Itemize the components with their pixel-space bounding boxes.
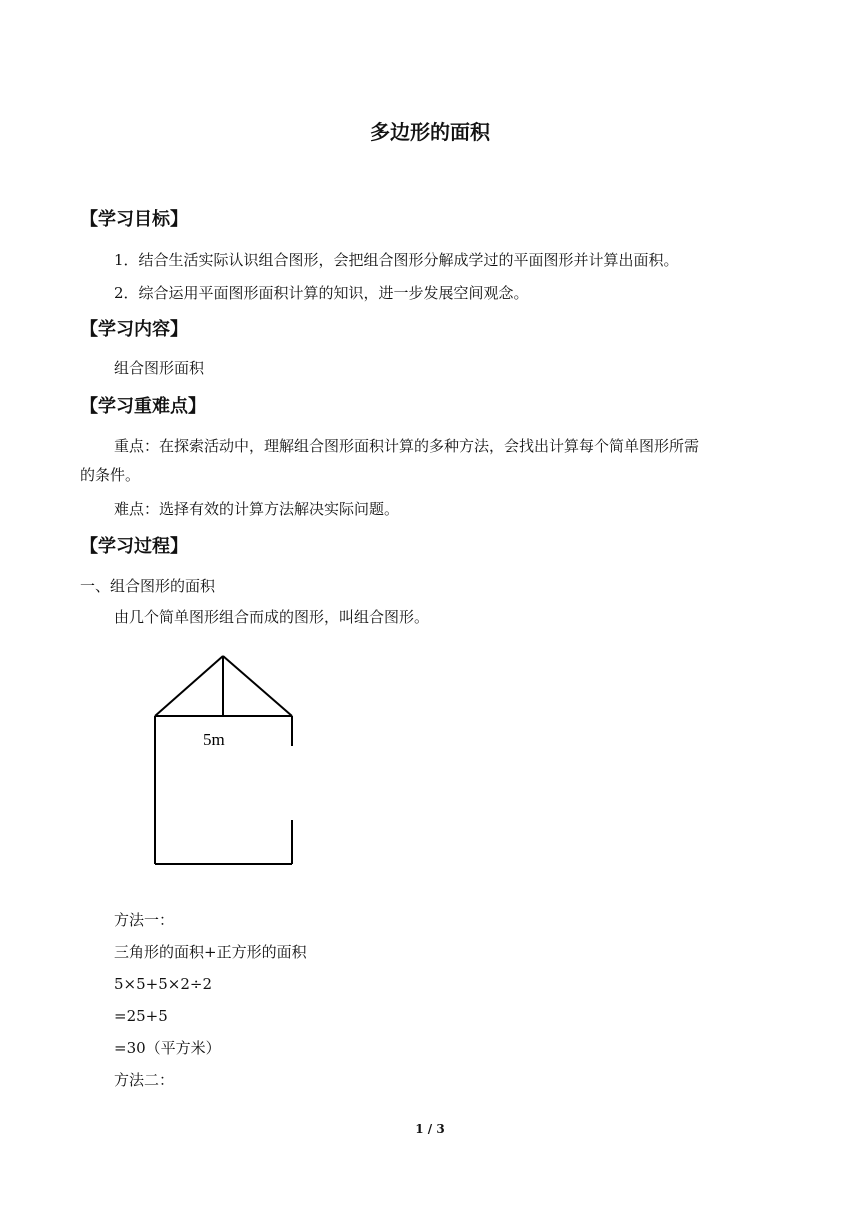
method2-label: 方法二： — [114, 1071, 175, 1089]
difficulty-line: 难点：选择有效的计算方法解决实际问题。 — [114, 500, 400, 518]
roof-left-edge — [155, 656, 223, 716]
definition-text: 由几个简单图形组合而成的图形，叫组合图形。 — [114, 608, 430, 626]
method1-description: 三角形的面积+正方形的面积 — [114, 943, 307, 961]
page-title: 多边形的面积 — [370, 120, 490, 144]
objectives-heading: 【学习目标】 — [80, 209, 188, 230]
roof-right-edge — [223, 656, 292, 716]
composite-shape-figure — [145, 648, 305, 873]
content-heading: 【学习内容】 — [80, 319, 188, 340]
process-heading: 【学习过程】 — [80, 536, 188, 557]
dimension-label: 5m — [203, 730, 225, 749]
key-point-line: 重点：在探索活动中，理解组合图形面积计算的多种方法，会找出计算每个简单图形所需 — [114, 437, 700, 455]
key-points-heading: 【学习重难点】 — [80, 396, 206, 417]
content-text: 组合图形面积 — [114, 359, 205, 377]
key-point-line-continued: 的条件。 — [80, 466, 141, 484]
page-number: 1 / 3 — [415, 1122, 445, 1136]
method1-step-2: =25+5 — [114, 1007, 168, 1025]
objective-item-1: 1．结合生活实际认识组合图形，会把组合图形分解成学过的平面图形并计算出面积。 — [114, 251, 679, 269]
subsection-title: 一、组合图形的面积 — [80, 577, 216, 595]
method1-step-3: =30（平方米） — [114, 1039, 221, 1057]
method1-step-1: 5×5+5×2÷2 — [114, 975, 212, 993]
objective-item-2: 2．综合运用平面图形面积计算的知识，进一步发展空间观念。 — [114, 284, 529, 302]
method1-label: 方法一： — [114, 911, 175, 929]
